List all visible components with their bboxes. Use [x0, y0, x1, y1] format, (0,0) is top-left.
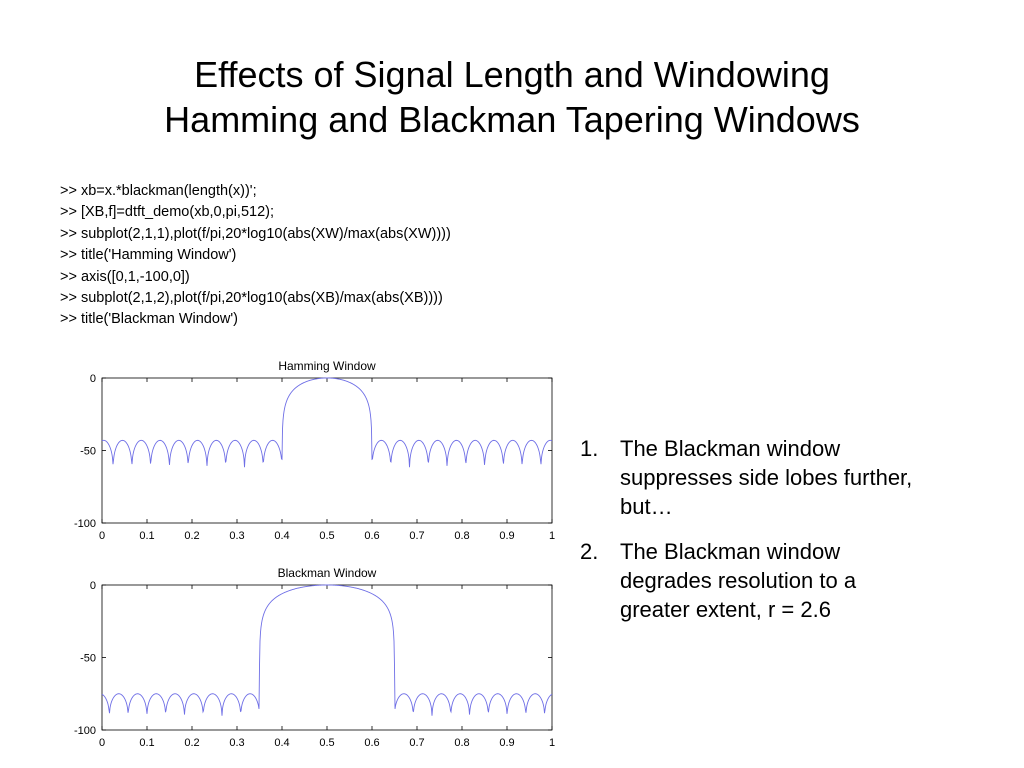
y-tick-label: 0 [89, 580, 96, 592]
x-tick-label: 0 [98, 530, 106, 542]
note-number: 2. [580, 539, 599, 564]
x-tick-label: 0.1 [139, 737, 155, 749]
note-text: The Blackman window suppresses side lobes further, but… [620, 436, 913, 519]
spectrum-line [102, 585, 552, 716]
x-tick-label: 0.5 [319, 737, 335, 749]
x-tick-label: 0.6 [364, 737, 380, 749]
code-line: >> subplot(2,1,2),plot(f/pi,20*log10(abs(XB)/max(abs(XB)))) [60, 290, 443, 307]
code-line: >> xb=x.*blackman(length(x))'; [60, 183, 257, 199]
x-tick-label: 0.2 [184, 737, 200, 749]
code-line: >> title('Hamming Window') [60, 247, 237, 264]
plot-title: Blackman Window [277, 566, 377, 580]
note-text: The Blackman window degrades resolution to a greater extent, r = 2.6 [620, 539, 857, 622]
y-tick-label: -100 [73, 725, 96, 737]
x-tick-label: 0 [98, 737, 106, 749]
plot-frame [102, 378, 552, 523]
y-tick-label: -50 [80, 652, 96, 665]
x-tick-label: 0.9 [499, 737, 515, 749]
y-tick-label: -100 [73, 518, 96, 530]
notes-list [580, 434, 920, 640]
x-tick-label: 0.9 [499, 530, 515, 542]
x-tick-label: 1 [548, 737, 556, 749]
x-tick-label: 0.8 [454, 737, 470, 749]
x-tick-label: 0.7 [409, 530, 425, 542]
note-item [580, 434, 920, 521]
y-tick-label: -50 [80, 445, 96, 458]
x-tick-label: 0.1 [139, 530, 155, 542]
x-tick-label: 0.4 [274, 530, 290, 542]
plot-frame [102, 585, 552, 730]
title-line-2: Hamming and Blackman Tapering Windows [164, 99, 860, 140]
spectrum-line [102, 378, 552, 467]
x-tick-label: 0.2 [184, 530, 200, 542]
x-tick-label: 0.5 [319, 530, 335, 542]
x-tick-label: 0.6 [364, 530, 380, 542]
x-tick-label: 0.3 [229, 737, 245, 749]
code-line: >> subplot(2,1,1),plot(f/pi,20*log10(abs(XW)/max(abs(XW)))) [60, 225, 451, 242]
plot-title: Hamming Window [278, 359, 376, 373]
note-number: 1. [580, 436, 599, 461]
spectrum-plots [60, 350, 570, 755]
x-tick-label: 1 [548, 530, 556, 542]
x-tick-label: 0.4 [274, 737, 290, 749]
matlab-code-block [60, 181, 451, 331]
code-line: >> title('Blackman Window') [60, 311, 238, 328]
x-tick-label: 0.8 [454, 530, 470, 542]
y-tick-label: 0 [89, 373, 96, 385]
x-tick-label: 0.7 [409, 737, 425, 749]
slide-title [0, 52, 1024, 142]
x-tick-label: 0.3 [229, 530, 245, 542]
note-item [580, 537, 920, 624]
title-line-1: Effects of Signal Length and Windowing [194, 54, 830, 95]
code-line: >> axis([0,1,-100,0]) [60, 268, 190, 285]
code-line: >> [XB,f]=dtft_demo(xb,0,pi,512); [60, 204, 275, 221]
